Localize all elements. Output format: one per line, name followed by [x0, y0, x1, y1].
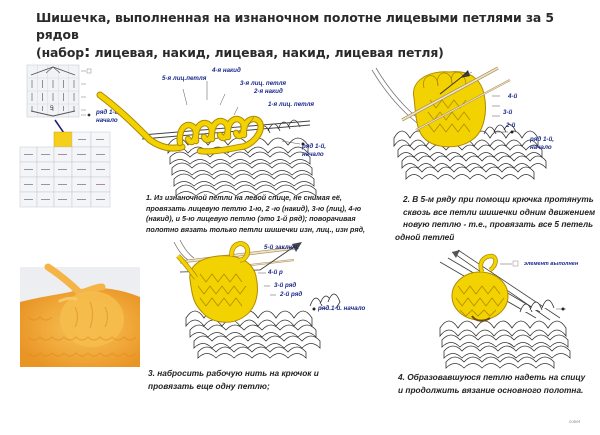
- label-loop-5: 5-я лиц.петля: [162, 75, 207, 82]
- step-4-caption: 4. Образовавшуюся петлю надеть на спицу и продолжить вязание основного полотна.: [398, 372, 586, 395]
- step-3-drawing: [160, 240, 360, 365]
- label-row-4: 4-й р: [268, 269, 283, 276]
- step-3-illustration: [160, 240, 366, 365]
- label-row-3: 3-й ряд: [274, 282, 297, 289]
- label-loop-1: 1-я лиц. петля: [268, 101, 315, 108]
- label-row-2: 2-й: [506, 122, 516, 129]
- step-2-caption: 2. В 5-м ряду при помощи крючка протянуть сквозь все петли шишечки одним движением новую петлю - т.е., провязать все 5 петель одной петлей: [395, 194, 596, 242]
- label-loop-3: 3-я лиц. петля: [240, 80, 287, 87]
- step-2-drawing: [380, 60, 600, 190]
- label-row-1-start: ряд 1-й, начало: [530, 136, 554, 151]
- step-1-caption: 1. Из изнаночной петли на левой спице, не снимая её, провязать лицевую петлю 1-ю, 2 -ю (накид), 3-ю (лиц), 4-ю (накид), и 5-ю лицевую петлю (это 1-й ряд); поворачивая полотно вязать только петли шишечки изн, лиц., изн ряд,: [146, 193, 366, 234]
- label-yarn-over-4: 4-я накид: [212, 67, 241, 74]
- label-row-1-start: ряд 1-й. начало: [318, 305, 366, 312]
- label-row-1-start: ряд 1-й, начало: [302, 143, 326, 158]
- step-3-caption: 3. набросить рабочую нить на крючок и провязать еще одну петлю;: [148, 368, 319, 391]
- label-row-4: 4-й: [508, 93, 518, 100]
- label-row-3: 3-й: [503, 109, 513, 116]
- knitting-chart: [0, 0, 140, 250]
- step-4-illustration: [400, 250, 600, 370]
- title-line-1: Шишечка, выполненная на изнаночном полотне лицевыми петлями за 5 рядов: [36, 10, 554, 42]
- watermark: conet: [569, 419, 581, 424]
- chart-row-number: 5: [50, 106, 54, 112]
- chart-row-label: ряд 1-й, начало: [96, 109, 120, 124]
- bobble-photo: [20, 267, 140, 367]
- step-4-drawing: [400, 250, 600, 370]
- step-2-illustration: [380, 60, 600, 190]
- title-line-2: (набор: лицевая, накид, лицевая, накид, лицевая петля): [36, 42, 444, 61]
- label-element-done: элемент выполнен: [524, 261, 579, 267]
- label-yarn-over-2: 2-я накид: [254, 88, 283, 95]
- label-row-5-final: 5-й заключ.: [264, 244, 300, 251]
- label-row-2: 2-й ряд: [280, 291, 303, 298]
- purl-stitch-grid: [0, 0, 140, 250]
